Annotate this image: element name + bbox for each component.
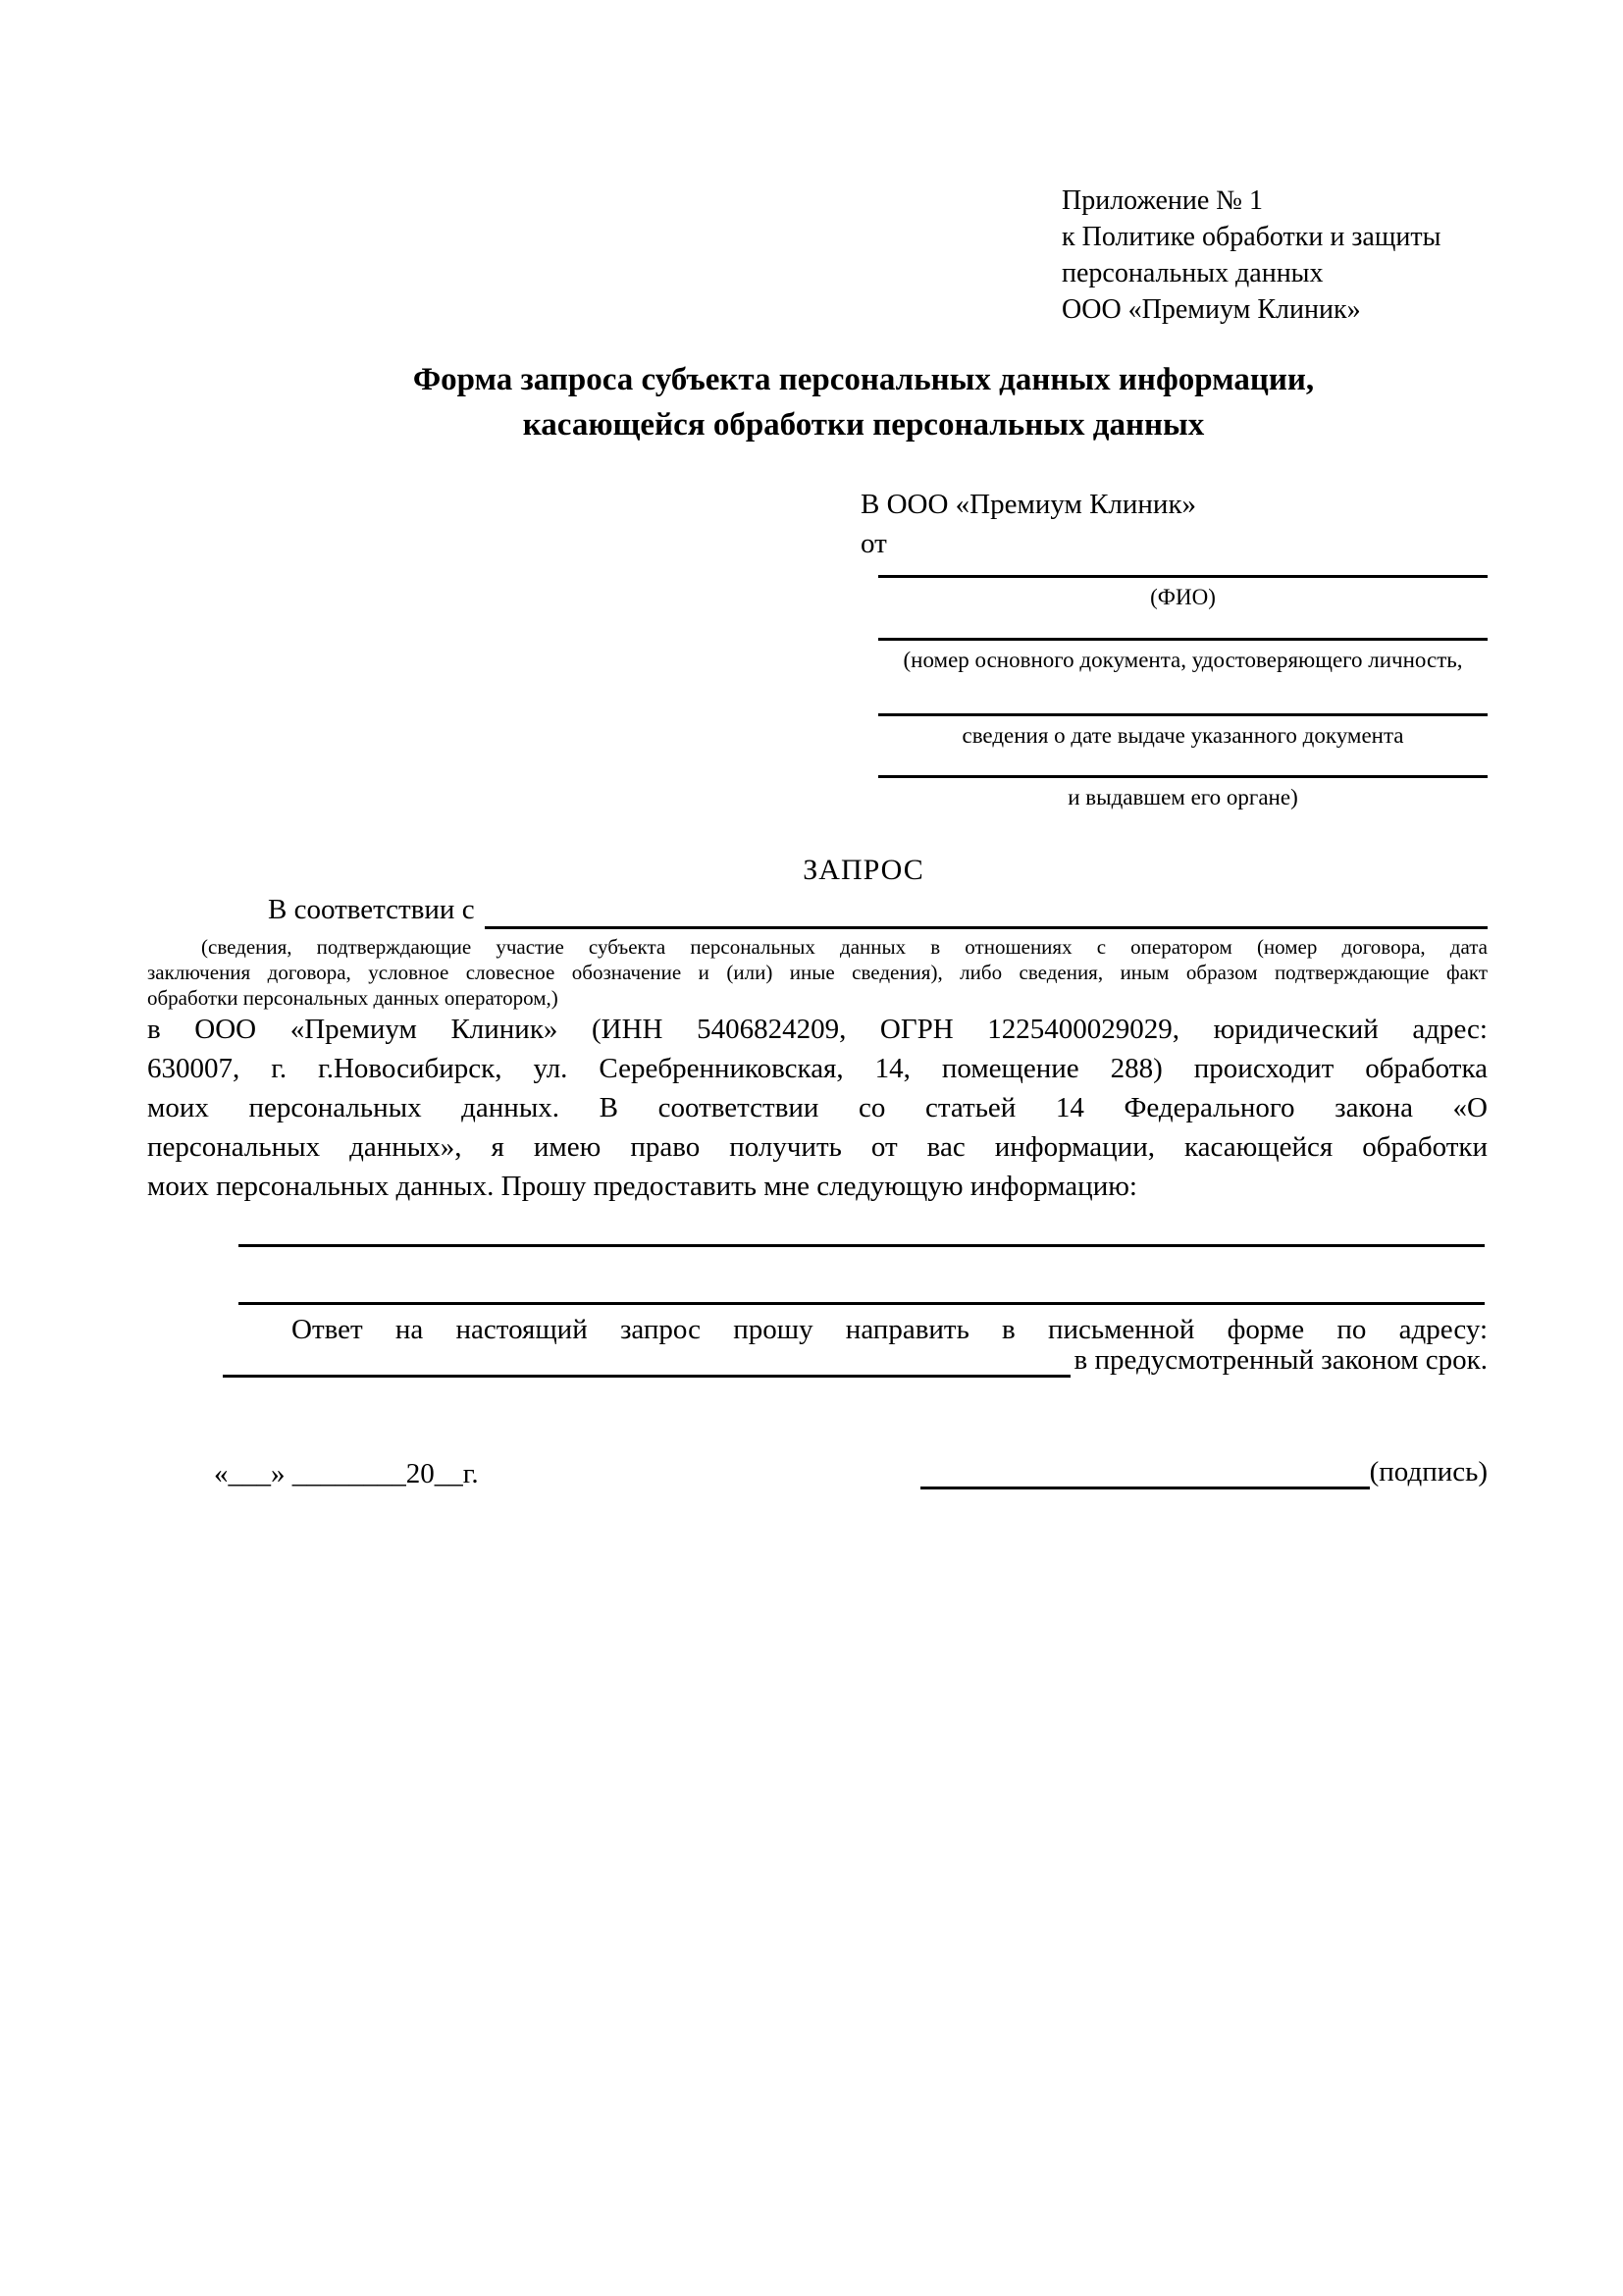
document-title xyxy=(147,357,1580,447)
form-field-issuing-authority xyxy=(878,775,1488,810)
appendix-header xyxy=(1062,183,1440,328)
form-field-fio xyxy=(878,575,1488,610)
response-line-suffix: в предусмотренный законом срок. xyxy=(1073,1344,1488,1376)
paragraph-line: к Политике обработки и защиты xyxy=(1062,222,1441,252)
paragraph-line: персональных данных xyxy=(1062,258,1324,288)
accordance-prefix: В соответствии с xyxy=(268,894,475,925)
blank-line xyxy=(878,775,1488,778)
field-caption-issuing-authority: и выдавшем его органе) xyxy=(1068,785,1298,809)
paragraph-line: Приложение № 1 xyxy=(1062,185,1263,216)
signature-caption: (подпись) xyxy=(1369,1456,1488,1487)
date-field: «___» ________20__г. xyxy=(214,1458,479,1489)
request-body xyxy=(147,1010,1488,1206)
response-address-line xyxy=(223,1344,1488,1378)
addressee-to: В ООО «Премиум Клиник» xyxy=(861,489,1197,520)
addressee-from: от xyxy=(861,528,887,559)
fine-print-note xyxy=(147,934,1488,1011)
response-line: Ответ на настоящий запрос прошу направить в письменной форме по адресу: xyxy=(291,1314,1488,1345)
blank-line xyxy=(920,1456,1370,1489)
blank-line xyxy=(223,1344,1071,1378)
field-caption-issue-date: сведения о дате выдаче указанного документа xyxy=(962,723,1404,748)
accordance-line xyxy=(147,894,1488,929)
form-field-issue-date xyxy=(878,713,1488,749)
blank-line xyxy=(878,713,1488,716)
field-caption-document-number: (номер основного документа, удостоверяющего личность, xyxy=(903,648,1463,672)
blank-line xyxy=(878,575,1488,578)
paragraph-line: (сведения, подтверждающие участие субъекта персональных данных в отношениях с оператором (номер договора, дата xyxy=(201,935,1488,959)
blank-line xyxy=(485,894,1488,929)
paragraph-line: Форма запроса субъекта персональных данных информации, xyxy=(412,362,1315,397)
paragraph-line: ООО «Премиум Клиник» xyxy=(1062,294,1361,325)
paragraph-line: касающейся обработки персональных данных xyxy=(522,407,1205,443)
blank-line xyxy=(238,1244,1485,1247)
blank-line xyxy=(238,1302,1485,1305)
blank-line xyxy=(878,638,1488,641)
paragraph-line: в ООО «Премиум Клиник» (ИНН 5406824209, ОГРН 1225400029029, юридический адрес: xyxy=(147,1014,1488,1045)
field-caption-fio: (ФИО) xyxy=(1150,585,1216,609)
paragraph-line: моих персональных данных. В соответствии со статьей 14 Федерального закона «О xyxy=(147,1092,1488,1123)
paragraph-line: заключения договора, условное словесное обозначение и (или) иные сведения), либо сведения, иным образом подтверждающие факт xyxy=(147,961,1488,984)
paragraph-line: персональных данных», я имею право получить от вас информации, касающейся обработки xyxy=(147,1131,1488,1163)
paragraph-line: обработки персональных данных оператором,) xyxy=(147,986,558,1010)
paragraph-line: 630007, г. г.Новосибирск, ул. Серебренниковская, 14, помещение 288) происходит обработка xyxy=(147,1053,1488,1084)
signature-field xyxy=(920,1456,1488,1489)
request-heading: ЗАПРОС xyxy=(803,854,924,886)
form-field-document-number xyxy=(878,638,1488,673)
paragraph-line: моих персональных данных. Прошу предоставить мне следующую информацию: xyxy=(147,1171,1137,1202)
